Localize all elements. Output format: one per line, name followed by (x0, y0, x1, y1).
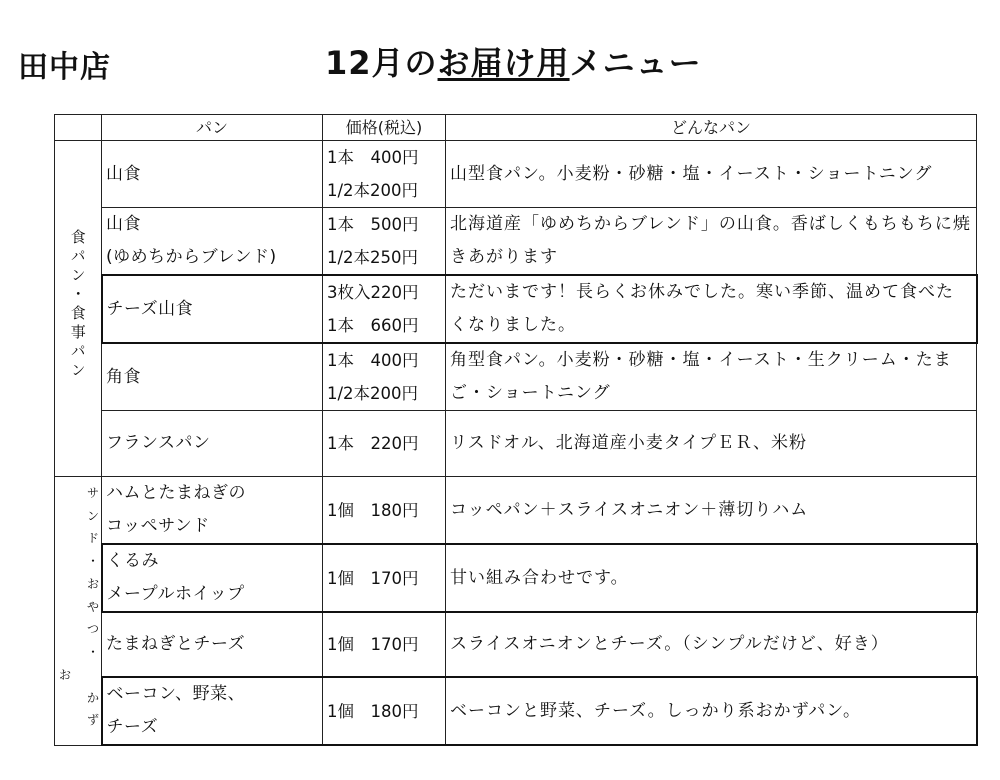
table-row (55, 275, 977, 343)
menu-table (54, 114, 978, 746)
table-row (55, 544, 977, 612)
item-price: 1個 170円 (323, 612, 446, 677)
title-suffix: メニュー (569, 44, 702, 82)
item-description: 北海道産「ゆめちからブレンド」の山食。香ばしくもちもちに焼きあがります (446, 208, 977, 276)
item-description: コッペパン＋スライスオニオン＋薄切りハム (446, 477, 977, 545)
item-price: 1個 180円 (323, 677, 446, 745)
item-description: 山型食パン。小麦粉・砂糖・塩・イースト・ショートニング (446, 141, 977, 208)
item-name: 山食 (102, 141, 323, 208)
item-name: フランスパン (102, 411, 323, 477)
header-description: どんなパン (446, 115, 977, 141)
shop-name: 田中店 (18, 50, 111, 85)
header-category (55, 115, 102, 141)
item-name: たまねぎとチーズ (102, 612, 323, 677)
item-description: ただいまです！長らくお休みでした。寒い季節、温めて食べたくなりました。 (446, 275, 977, 343)
item-price: 1本 500円 1/2本250円 (323, 208, 446, 276)
item-price: 1本 400円 1/2本200円 (323, 141, 446, 208)
item-price: 1個 170円 (323, 544, 446, 612)
category-label: サ ン ド ・ お や つ ・ お か ず (59, 486, 100, 727)
item-description: ベーコンと野菜、チーズ。しっかり系おかずパン。 (446, 677, 977, 745)
item-description: 角型食パン。小麦粉・砂糖・塩・イースト・生クリーム・たまご・ショートニング (446, 343, 977, 411)
item-name: 山食 (ゆめちからブレンド) (102, 208, 323, 276)
item-name: 角食 (102, 343, 323, 411)
category-sandwich (55, 477, 102, 746)
item-name: ハムとたまねぎの コッペサンド (102, 477, 323, 545)
item-description: リスドオル、北海道産小麦タイプＥＲ、米粉 (446, 411, 977, 477)
title-underlined: お届け用 (437, 44, 570, 82)
table-row (55, 411, 977, 477)
table-row (55, 208, 977, 276)
item-price: 3枚入220円 1本 660円 (323, 275, 446, 343)
table-row (55, 612, 977, 677)
header-price: 価格(税込) (323, 115, 446, 141)
title-prefix: 12月の (325, 44, 438, 82)
header-row (55, 115, 977, 141)
item-name: チーズ山食 (102, 275, 323, 343)
item-description: 甘い組み合わせです。 (446, 544, 977, 612)
table-row (55, 677, 977, 745)
table-row (55, 141, 977, 208)
item-name: くるみ メープルホイップ (102, 544, 323, 612)
item-price: 1本 220円 (323, 411, 446, 477)
category-bread (55, 141, 102, 477)
menu-title (325, 38, 702, 84)
item-price: 1本 400円 1/2本200円 (323, 343, 446, 411)
table-row (55, 343, 977, 411)
item-name: ベーコン、野菜、 チーズ (102, 677, 323, 745)
item-price: 1個 180円 (323, 477, 446, 545)
header-bread: パン (102, 115, 323, 141)
table-row (55, 477, 977, 545)
category-label: 食パン・食事パン (68, 229, 87, 381)
item-description: スライスオニオンとチーズ。（シンプルだけど、好き） (446, 612, 977, 677)
